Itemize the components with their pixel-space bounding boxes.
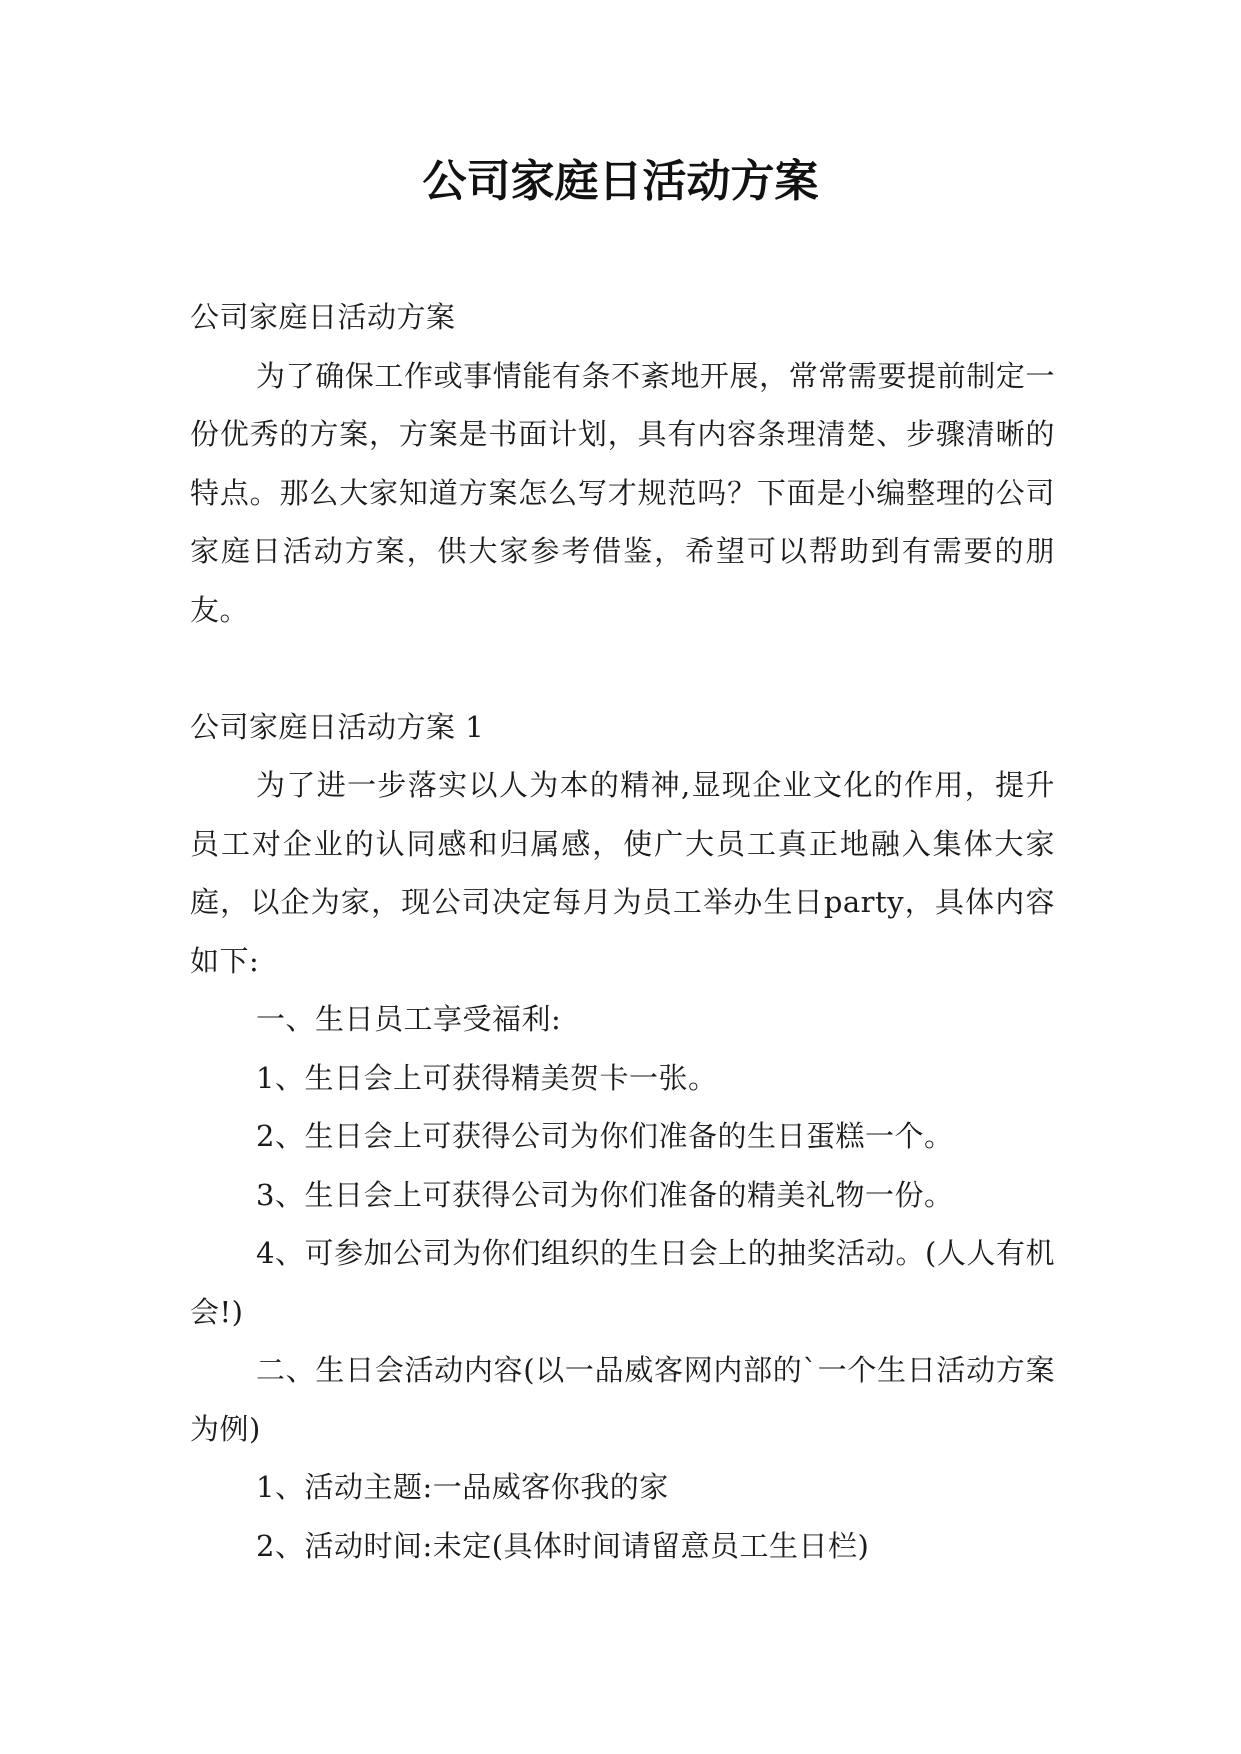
intro-paragraph: 为了确保工作或事情能有条不紊地开展，常常需要提前制定一份优秀的方案，方案是书面计划，具有内容条理清楚、步骤清晰的特点。那么大家知道方案怎么写才规范吗？下面是小编整理的公司家庭日活动方案，供大家参考借鉴，希望可以帮助到有需要的朋友。 [190,358,1055,627]
section-spacer [190,639,1055,698]
section-heading: 公司家庭日活动方案 1 [190,709,485,744]
activity-heading: 二、生日会活动内容(以一品威客网内部的`一个生日活动方案为例) [190,1353,1055,1446]
benefit-item: 4、可参加公司为你们组织的生日会上的抽奖活动。(人人有机会!) [190,1236,1055,1329]
section-paragraph: 为了进一步落实以人为本的精神,显现企业文化的作用，提升员工对企业的认同感和归属感，使广大员工真正地融入集体大家庭，以企为家，现公司决定每月为员工举办生日party，具体内容如下: [190,768,1055,978]
benefit-item: 3、生日会上可获得公司为你们准备的精美礼物一份。 [256,1177,954,1212]
benefit-item: 1、生日会上可获得精美贺卡一张。 [256,1060,718,1095]
benefits-heading: 一、生日员工享受福利: [256,1002,562,1036]
benefit-item: 2、生日会上可获得公司为你们准备的生日蛋糕一个。 [256,1119,954,1153]
document-title: 公司家庭日活动方案 [422,156,819,207]
intro-heading: 公司家庭日活动方案 [190,300,456,334]
document-body [190,288,1055,1575]
activity-item: 1、活动主题:一品威客你我的家 [256,1470,669,1504]
activity-item: 2、活动时间:未定(具体时间请留意员工生日栏) [256,1528,870,1563]
